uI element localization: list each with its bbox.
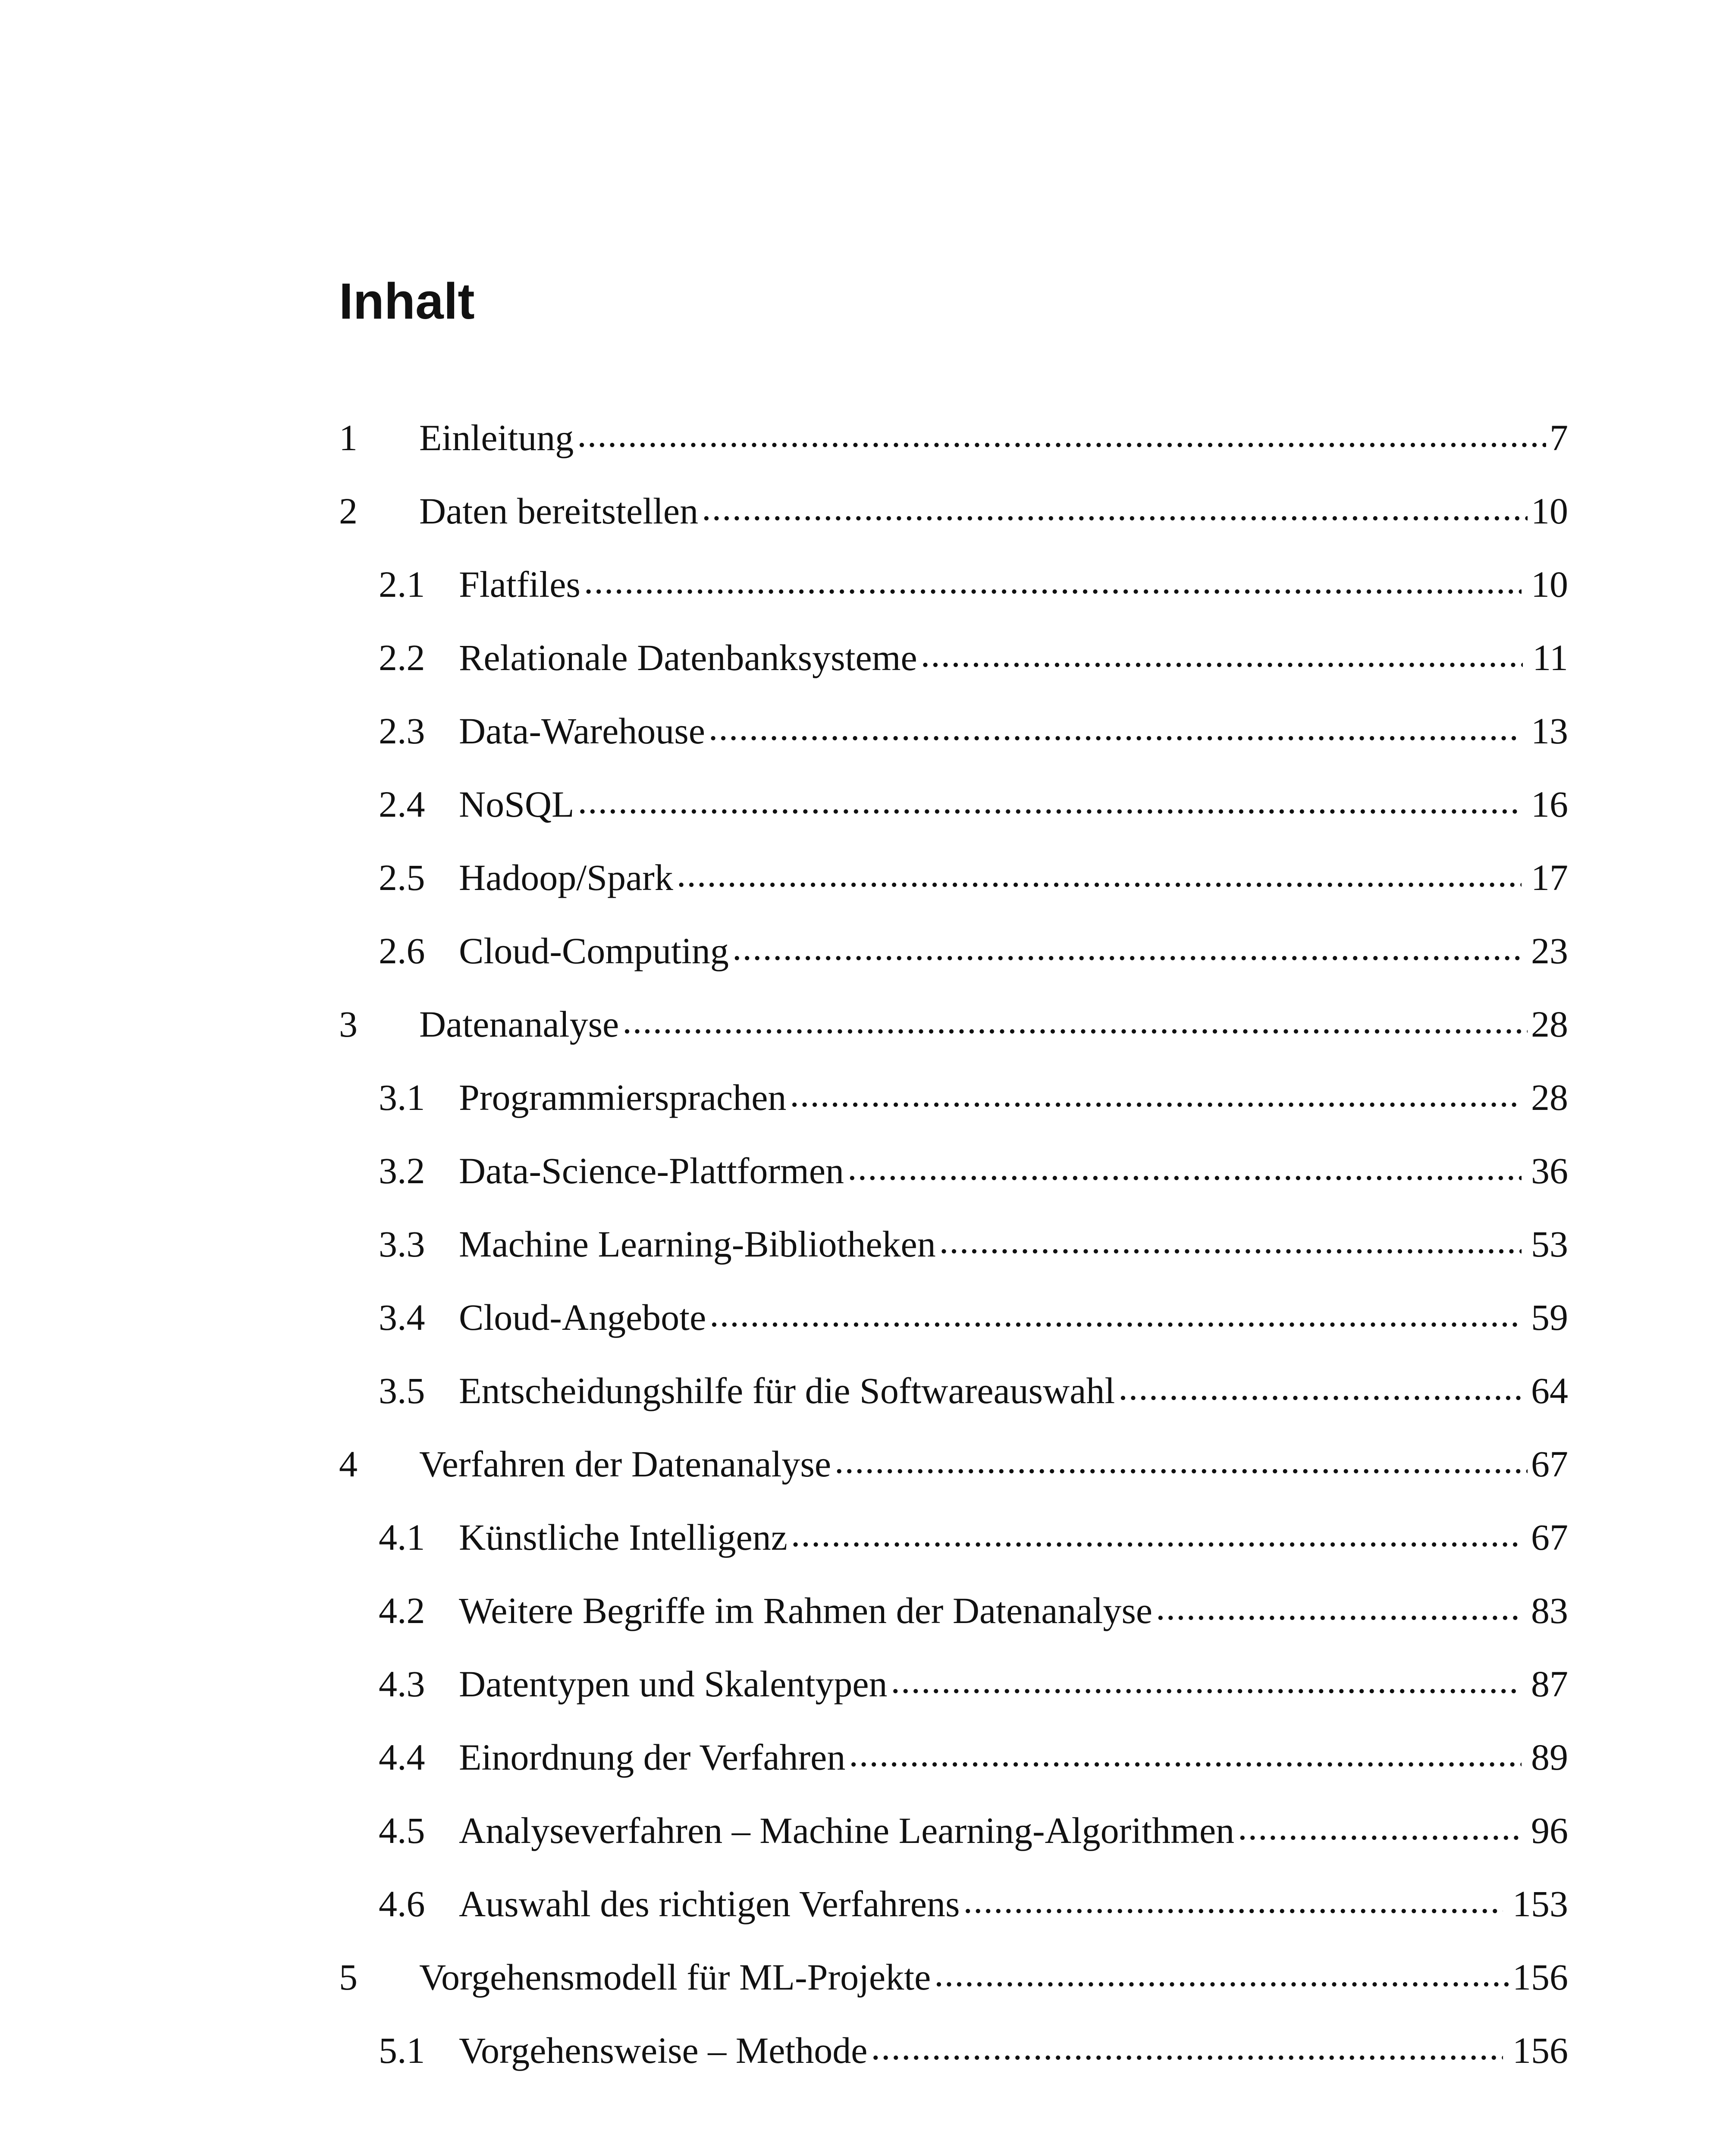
toc-entry-number: 2: [339, 490, 358, 532]
toc-entry-label: Auswahl des richtigen Verfahrens: [459, 1883, 960, 1924]
toc-leader-dots: [1156, 1589, 1522, 1632]
toc-entry-number: 2.6: [379, 930, 425, 971]
toc-leader-dots: [702, 489, 1528, 533]
toc-entry-label: Weitere Begriffe im Rahmen der Datenanalyse: [459, 1590, 1153, 1631]
toc-entry[interactable]: [339, 474, 1568, 548]
toc-entry-number: 4.3: [379, 1663, 425, 1705]
toc-entry-label: Vorgehensmodell für ML-Projekte: [419, 1956, 931, 1998]
toc-entry-page: 53: [1531, 1223, 1568, 1265]
toc-entry-number: 3.1: [379, 1077, 425, 1118]
toc-entry-page: 28: [1531, 1077, 1568, 1118]
page-title: Inhalt: [339, 273, 475, 330]
toc-entry-number: 2.2: [379, 637, 425, 678]
toc-entry-page: 28: [1531, 1003, 1568, 1045]
toc-entry[interactable]: [339, 1281, 1568, 1354]
toc-leader-dots: [934, 1955, 1509, 1999]
toc-entry[interactable]: [339, 1794, 1568, 1867]
toc-entry-number: 4.2: [379, 1590, 425, 1631]
toc-entry-number: 3.2: [379, 1150, 425, 1191]
toc-entry[interactable]: [339, 987, 1568, 1061]
toc-leader-dots: [622, 1003, 1528, 1046]
toc-entry[interactable]: [339, 548, 1568, 621]
toc-entry[interactable]: [339, 1134, 1568, 1207]
toc-entry[interactable]: [339, 1427, 1568, 1501]
toc-entry-label: Daten bereitstellen: [419, 490, 699, 532]
toc-entry-label: Hadoop/Spark: [459, 857, 673, 898]
toc-leader-dots: [921, 636, 1523, 679]
toc-entry-number: 2.3: [379, 710, 425, 752]
toc-leader-dots: [847, 1149, 1522, 1192]
toc-entry[interactable]: [339, 1940, 1568, 2014]
toc-entry-label: Programmiersprachen: [459, 1077, 787, 1118]
toc-entry-page: 36: [1531, 1150, 1568, 1191]
toc-entry-number: 3.3: [379, 1223, 425, 1265]
toc-entry-number: 3.4: [379, 1297, 425, 1338]
toc-entry-label: Cloud-Angebote: [459, 1297, 706, 1338]
toc-entry-number: 4.6: [379, 1883, 425, 1924]
toc-leader-dots: [835, 1442, 1528, 1485]
toc-entry-number: 4.1: [379, 1517, 425, 1558]
table-of-contents: [339, 401, 1568, 2087]
toc-leader-dots: [578, 783, 1522, 826]
toc-entry-label: Verfahren der Datenanalyse: [419, 1443, 831, 1485]
toc-entry[interactable]: [339, 1647, 1568, 1720]
toc-leader-dots: [849, 1736, 1522, 1779]
toc-entry-number: 5.1: [379, 2030, 425, 2071]
toc-leader-dots: [939, 1222, 1522, 1266]
toc-entry-page: 67: [1531, 1443, 1568, 1485]
toc-entry-number: 3.5: [379, 1370, 425, 1411]
toc-entry-label: Flatfiles: [459, 564, 580, 605]
toc-entry[interactable]: [339, 694, 1568, 768]
toc-entry-page: 96: [1531, 1810, 1568, 1851]
toc-leader-dots: [1238, 1809, 1522, 1852]
toc-entry-label: Data-Warehouse: [459, 710, 705, 752]
toc-entry-label: Relationale Datenbanksysteme: [459, 637, 917, 678]
toc-entry[interactable]: [339, 1207, 1568, 1281]
toc-entry-label: Datenanalyse: [419, 1003, 619, 1045]
toc-entry-page: 10: [1531, 490, 1568, 532]
toc-entry-number: 2.1: [379, 564, 425, 605]
toc-entry[interactable]: [339, 621, 1568, 694]
toc-entry-label: Analyseverfahren – Machine Learning-Algorithmen: [459, 1810, 1235, 1851]
toc-leader-dots: [577, 416, 1546, 459]
toc-leader-dots: [891, 1662, 1522, 1705]
toc-entry-number: 3: [339, 1003, 358, 1045]
toc-entry-page: 16: [1531, 783, 1568, 825]
toc-leader-dots: [963, 1882, 1503, 1925]
toc-entry-label: Künstliche Intelligenz: [459, 1517, 788, 1558]
toc-entry[interactable]: [339, 1501, 1568, 1574]
toc-entry-label: NoSQL: [459, 783, 574, 825]
toc-entry-page: 11: [1532, 637, 1568, 678]
toc-entry-page: 67: [1531, 1517, 1568, 1558]
toc-leader-dots: [791, 1516, 1522, 1559]
toc-entry[interactable]: [339, 2014, 1568, 2087]
toc-entry[interactable]: [339, 914, 1568, 987]
toc-leader-dots: [732, 929, 1522, 972]
toc-entry-number: 5: [339, 1956, 358, 1998]
toc-entry-page: 89: [1531, 1736, 1568, 1778]
toc-entry[interactable]: [339, 1720, 1568, 1794]
toc-entry-label: Einleitung: [419, 417, 574, 458]
toc-entry-label: Cloud-Computing: [459, 930, 729, 971]
toc-entry-page: 153: [1512, 1883, 1568, 1924]
toc-entry[interactable]: [339, 1867, 1568, 1940]
toc-entry-label: Datentypen und Skalentypen: [459, 1663, 888, 1705]
toc-entry-label: Data-Science-Plattformen: [459, 1150, 844, 1191]
toc-entry-page: 13: [1531, 710, 1568, 752]
toc-entry-page: 87: [1531, 1663, 1568, 1705]
toc-entry-page: 23: [1531, 930, 1568, 971]
toc-leader-dots: [677, 856, 1522, 899]
toc-entry-number: 1: [339, 417, 358, 458]
toc-leader-dots: [709, 1296, 1522, 1339]
toc-entry-number: 2.4: [379, 783, 425, 825]
toc-entry-number: 2.5: [379, 857, 425, 898]
toc-entry-page: 156: [1512, 2030, 1568, 2071]
toc-entry-number: 4.4: [379, 1736, 425, 1778]
toc-entry-number: 4: [339, 1443, 358, 1485]
toc-entry[interactable]: [339, 1574, 1568, 1647]
toc-entry-page: 7: [1550, 417, 1568, 458]
toc-leader-dots: [709, 709, 1522, 752]
toc-entry[interactable]: [339, 841, 1568, 914]
toc-entry[interactable]: [339, 1354, 1568, 1427]
toc-entry-page: 64: [1531, 1370, 1568, 1411]
toc-entry-label: Einordnung der Verfahren: [459, 1736, 846, 1778]
toc-entry-number: 4.5: [379, 1810, 425, 1851]
toc-entry[interactable]: [339, 401, 1568, 474]
toc-entry-label: Vorgehensweise – Methode: [459, 2030, 868, 2071]
toc-entry[interactable]: [339, 1061, 1568, 1134]
toc-leader-dots: [1118, 1369, 1522, 1412]
toc-entry-page: 156: [1512, 1956, 1568, 1998]
toc-entry[interactable]: [339, 768, 1568, 841]
toc-entry-label: Entscheidungshilfe für die Softwareauswahl: [459, 1370, 1115, 1411]
toc-entry-page: 83: [1531, 1590, 1568, 1631]
toc-leader-dots: [584, 563, 1522, 606]
toc-entry-page: 10: [1531, 564, 1568, 605]
toc-entry-page: 17: [1531, 857, 1568, 898]
toc-entry-label: Machine Learning-Bibliotheken: [459, 1223, 936, 1265]
toc-leader-dots: [790, 1076, 1522, 1119]
toc-entry-page: 59: [1531, 1297, 1568, 1338]
toc-leader-dots: [871, 2029, 1503, 2072]
